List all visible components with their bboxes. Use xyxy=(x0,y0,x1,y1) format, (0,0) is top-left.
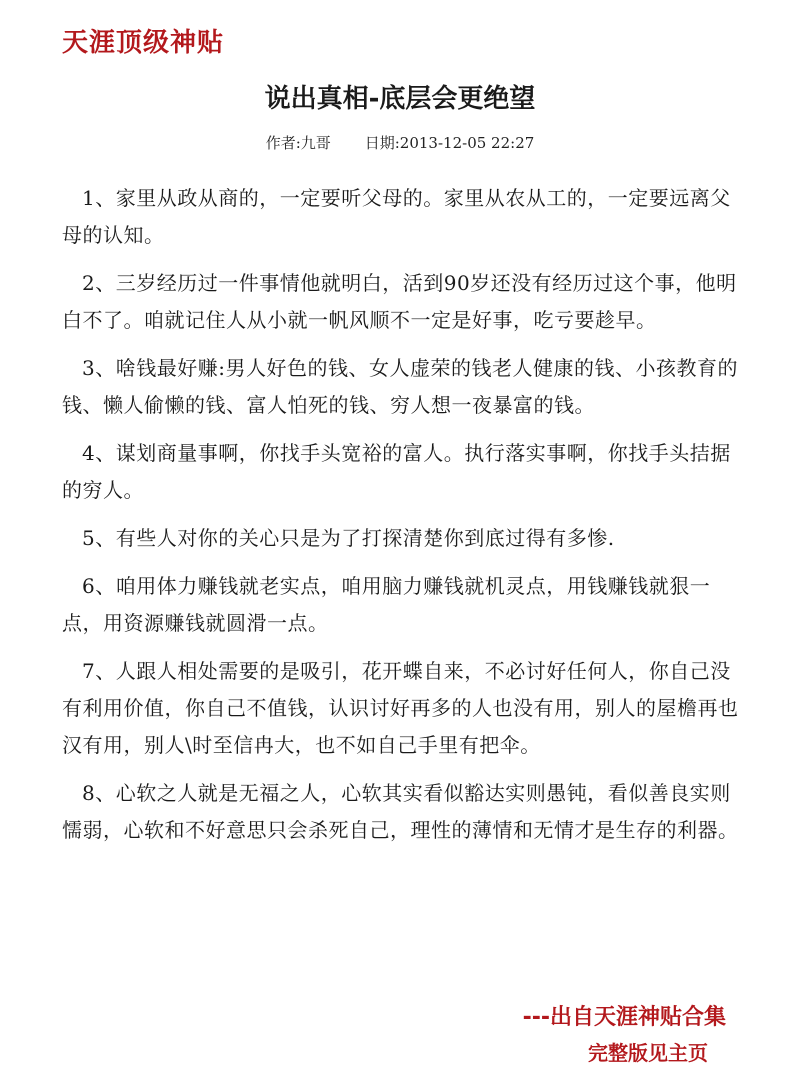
homepage-note: 完整版见主页 xyxy=(588,1041,708,1065)
date-label: 日期:2013-12-05 22:27 xyxy=(364,134,535,152)
article-body xyxy=(62,180,742,860)
paragraph-1: 1、家里从政从商的，一定要听父母的。家里从农从工的，一定要远离父母的认知。 xyxy=(62,186,731,247)
paragraph-3: 3、啥钱最好赚:男人好色的钱、女人虚荣的钱老人健康的钱、小孩教育的钱、懒人偷懒的钱、富人怕死的钱、穷人想一夜暴富的钱。 xyxy=(62,356,738,417)
brand-label: 天涯顶级神贴 xyxy=(62,28,225,58)
paragraph-7: 7、人跟人相处需要的是吸引，花开蝶自来，不必讨好任何人，你自己没有利用价值，你自己不值钱，认识讨好再多的人也没有用，别人的屋檐再也汉有用，别人\时至信冉大，也不如自己手里有把伞。 xyxy=(62,659,739,757)
source-footer xyxy=(523,1000,726,1066)
paragraph-5: 5、有些人对你的关心只是为了打探清楚你到底过得有多惨. xyxy=(82,526,615,550)
paragraph-4: 4、谋划商量事啊，你找手头宽裕的富人。执行落实事啊，你找手头拮据的穷人。 xyxy=(62,441,731,502)
paragraph-2: 2、三岁经历过一件事情他就明白，活到90岁还没有经历过这个事，他明白不了。咱就记住人从小就一帆风顺不一定是好事，吃亏要趁早。 xyxy=(62,271,737,332)
page-title: 说出真相-底层会更绝望 xyxy=(264,84,536,114)
post-meta xyxy=(0,132,800,153)
source-line: ---出自天涯神贴合集 xyxy=(522,1005,726,1030)
paragraph-6: 6、咱用体力赚钱就老实点，咱用脑力赚钱就机灵点，用钱赚钱就狠一点，用资源赚钱就圆滑一点。 xyxy=(62,574,711,635)
paragraph-8: 8、心软之人就是无福之人，心软其实看似豁达实则愚钝，看似善良实则懦弱，心软和不好意思只会杀死自己，理性的薄情和无情才是生存的利器。 xyxy=(62,781,739,842)
author-label: 作者:九哥 xyxy=(265,134,331,152)
